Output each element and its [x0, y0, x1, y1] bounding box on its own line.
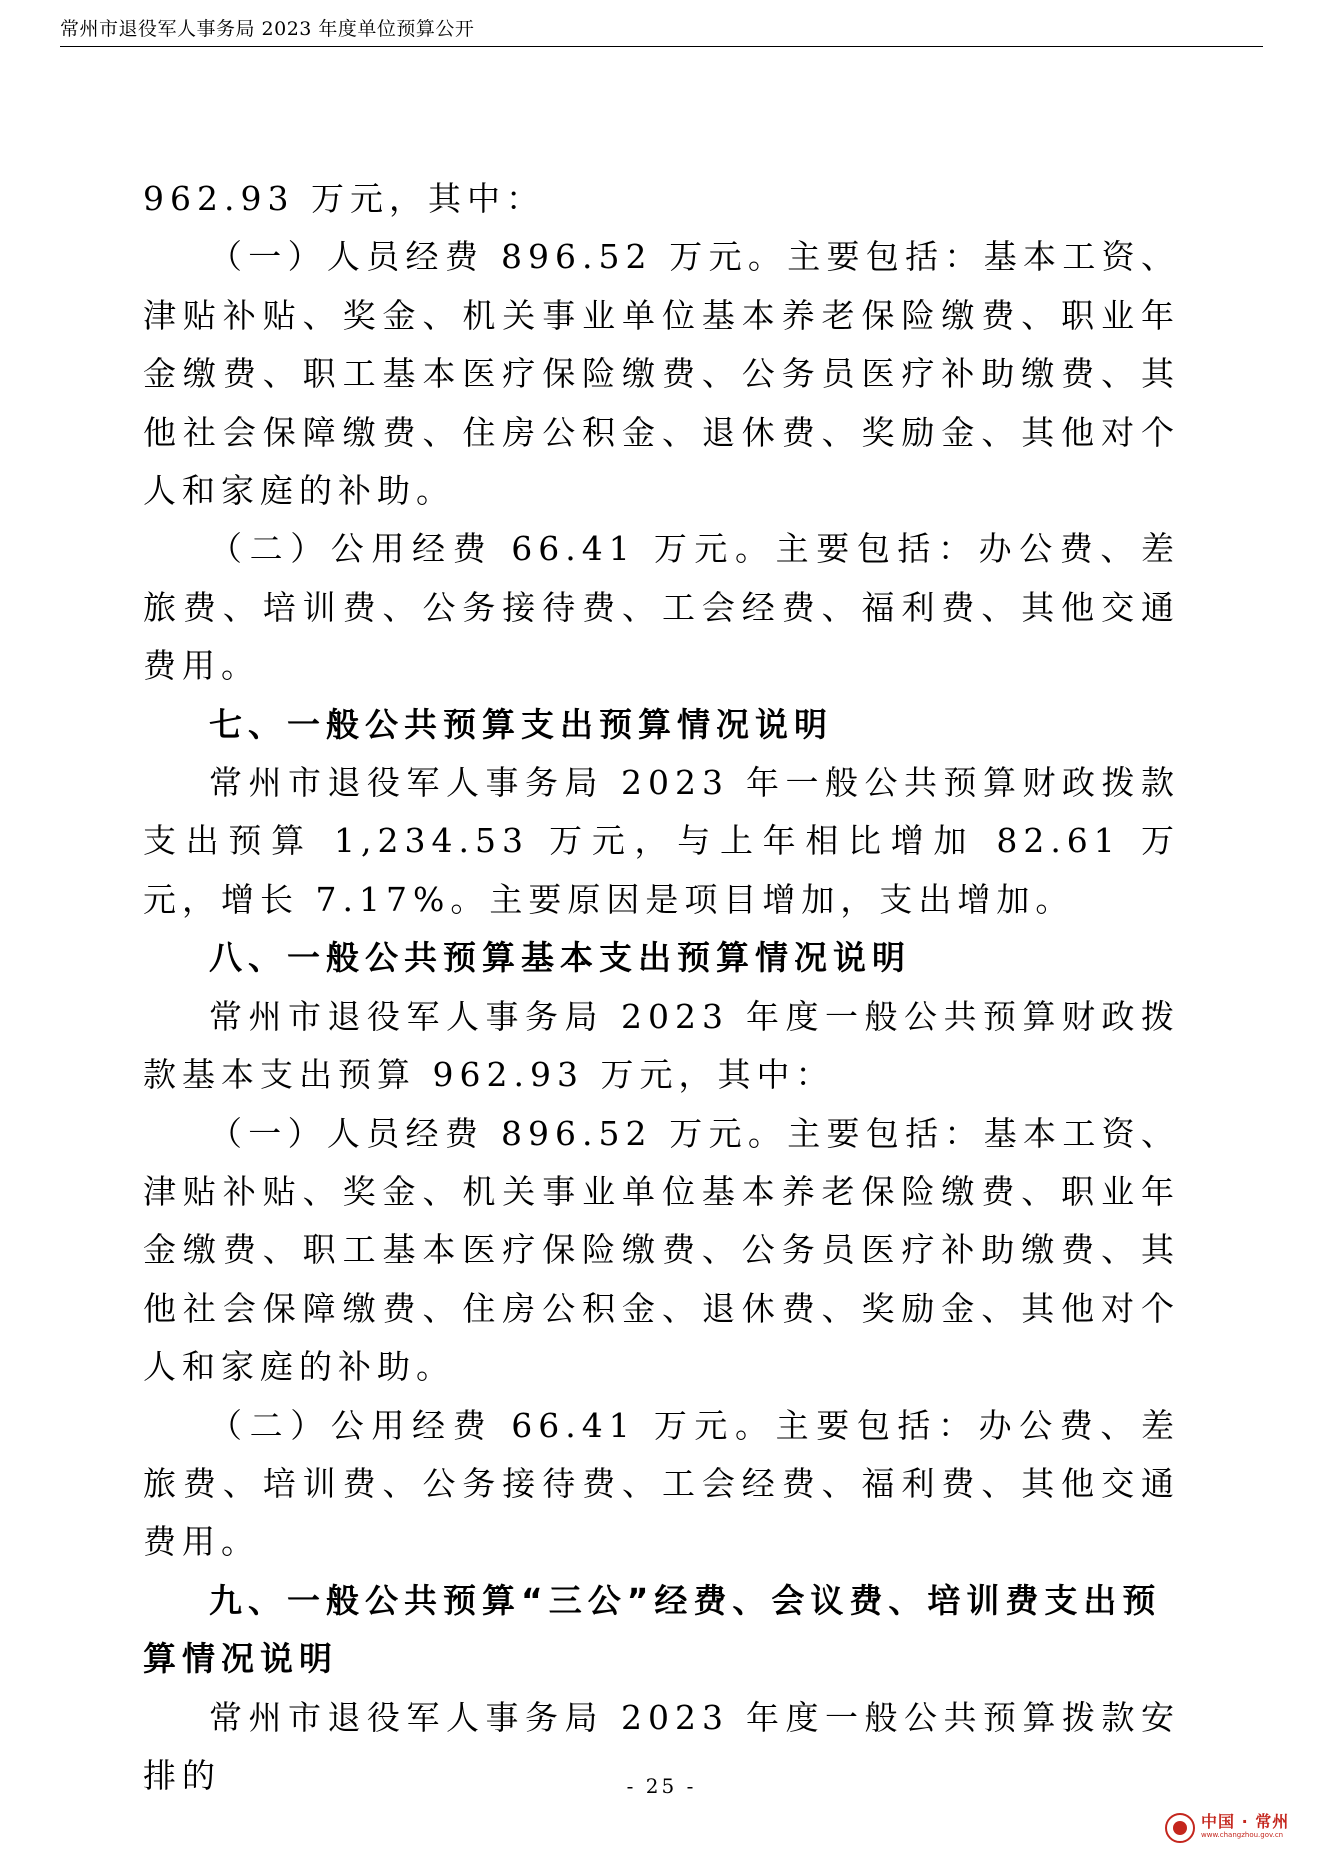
- header-divider: [60, 46, 1263, 47]
- document-body: [143, 170, 1180, 1805]
- section-heading-7: 七、一般公共预算支出预算情况说明: [209, 704, 833, 744]
- paragraph-basic-expenditure: 常州市退役军人事务局 2023 年度一般公共预算财政拨款基本支出预算 962.93 万元，其中：: [143, 996, 1180, 1095]
- logo-url: www.changzhou.gov.cn: [1201, 1831, 1284, 1839]
- paragraph-personnel-expenses-2: （一）人员经费 896.52 万元。主要包括：基本工资、津贴补贴、奖金、机关事业单位基本养老保险缴费、职业年金缴费、职工基本医疗保险缴费、公务员医疗补助缴费、其他社会保障缴费、住房公积金、退休费、奖励金、其他对个人和家庭的补助。: [143, 1113, 1180, 1387]
- site-logo: [1165, 1809, 1295, 1849]
- logo-text: 中国 · 常州: [1201, 1812, 1290, 1831]
- paragraph-personnel-expenses: （一）人员经费 896.52 万元。主要包括：基本工资、津贴补贴、奖金、机关事业单位基本养老保险缴费、职业年金缴费、职工基本医疗保险缴费、公务员医疗补助缴费、其他社会保障缴费、住房公积金、退休费、奖励金、其他对个人和家庭的补助。: [143, 237, 1180, 511]
- page-number: - 25 -: [626, 1774, 697, 1798]
- paragraph-public-expenses-2: （二）公用经费 66.41 万元。主要包括：办公费、差旅费、培训费、公务接待费、工会经费、福利费、其他交通费用。: [143, 1405, 1180, 1562]
- paragraph-continuation: 962.93 万元，其中：: [143, 179, 545, 218]
- running-header: 常州市退役军人事务局 2023 年度单位预算公开: [60, 18, 475, 40]
- section-heading-8: 八、一般公共预算基本支出预算情况说明: [209, 938, 911, 978]
- emblem-icon: [1165, 1813, 1195, 1843]
- paragraph-three-public: 常州市退役军人事务局 2023 年度一般公共预算拨款安排的: [143, 1697, 1180, 1795]
- paragraph-general-budget: 常州市退役军人事务局 2023 年一般公共预算财政拨款支出预算 1,234.53 万元，与上年相比增加 82.61 万元，增长 7.17%。主要原因是项目增加，支出增加。: [143, 763, 1180, 919]
- paragraph-public-expenses: （二）公用经费 66.41 万元。主要包括：办公费、差旅费、培训费、公务接待费、工会经费、福利费、其他交通费用。: [143, 529, 1180, 686]
- section-heading-9: 九、一般公共预算“三公”经费、会议费、培训费支出预算情况说明: [143, 1580, 1162, 1679]
